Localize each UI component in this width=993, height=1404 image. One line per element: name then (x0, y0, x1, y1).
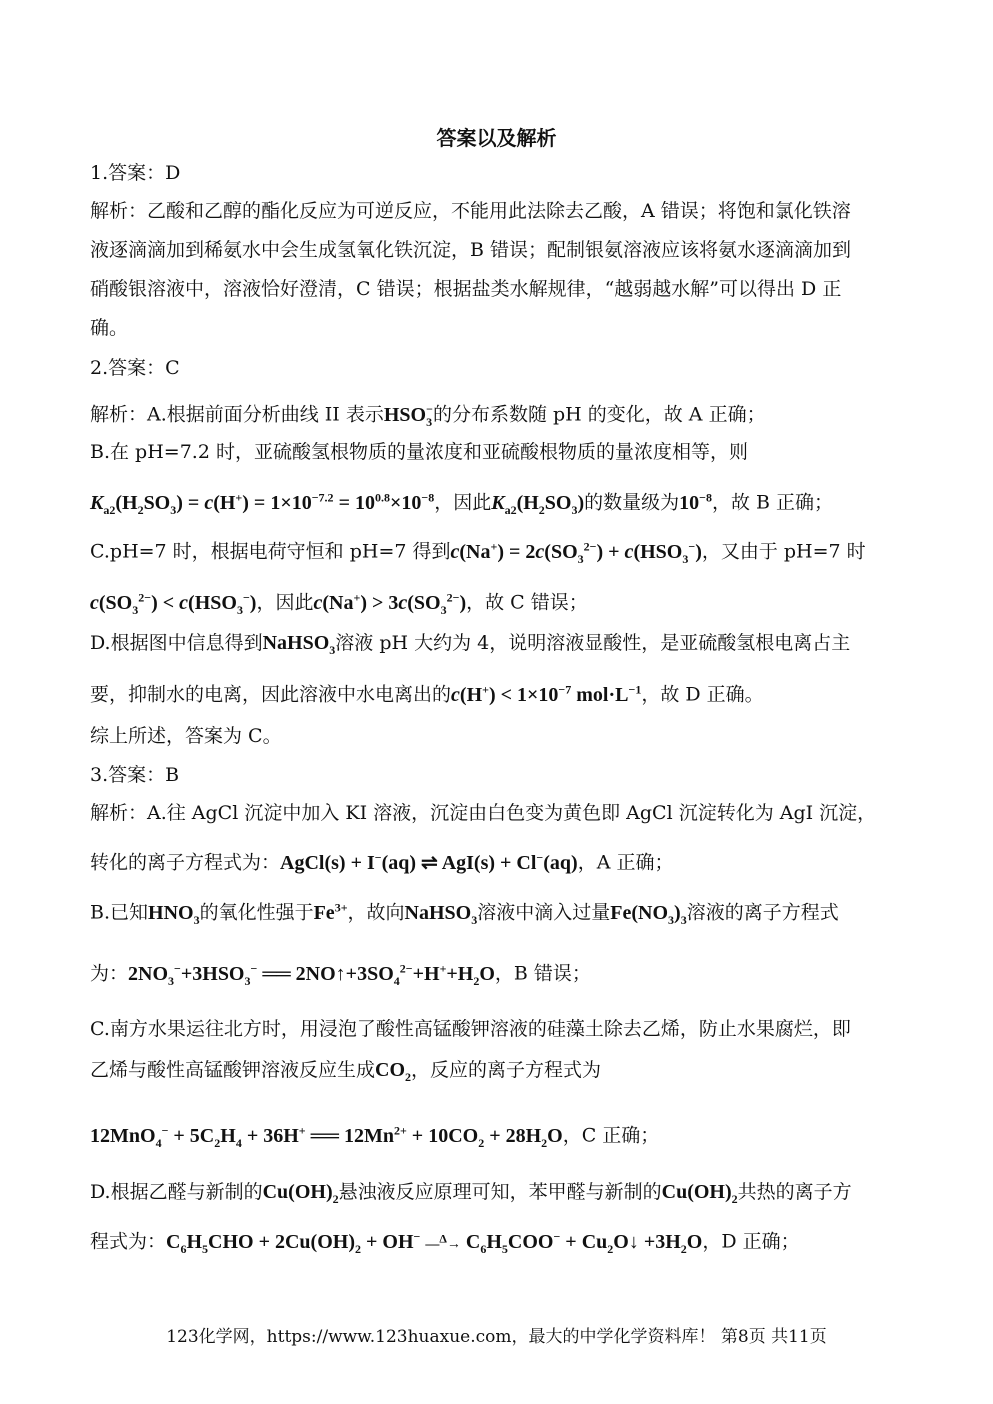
text-span: ，A 正确； (577, 851, 674, 874)
formula: NaHSO$_3$ (404, 901, 478, 927)
answer-3: 3.答案：B (90, 764, 180, 786)
formula: NaHSO$_3$ (262, 632, 336, 657)
formula: $12MnO_4^- + 5C_2H_4 + 36H^+$ ══ $12Mn^{2+} + 10CO_2 + 28H_2O$ (90, 1123, 563, 1150)
formula: $c(H^+) < 1\times 10^{-7}$ $mol\cdot L^{-1}$ (451, 682, 642, 706)
formula: $c(Na^+) > 3c(SO_3^{2-})$ (313, 590, 467, 617)
text-span: 溶液中滴入过量 (477, 901, 611, 924)
explanation-line: 液逐滴滴加到稀氨水中会生成氢氧化铁沉淀，B 错误；配制银氨溶液应该将氨水逐滴滴加到 (90, 239, 852, 261)
explanation-line (90, 484, 903, 523)
text-span: ，故 D 正确。 (641, 683, 764, 706)
text-span: 的氧化性强于 (199, 901, 314, 924)
text-span: 解析：A.根据前面分析曲线 II 表示 (90, 403, 384, 426)
text-span: 悬浊液反应原理可知，苯甲醛与新制的 (338, 1181, 662, 1203)
text-span: ，因此 (256, 591, 314, 614)
explanation-line (90, 533, 903, 572)
text-span: ，反应的离子方程式为 (411, 1059, 602, 1081)
explanation-line: 解析：A.往 AgCl 沉淀中加入 KI 溶液，沉淀由白色变为黄色即 AgCl 沉淀转化为 AgI 沉淀， (90, 802, 877, 824)
formula: $Cu(OH)_2$ (661, 1181, 738, 1206)
text-span: ，D 正确； (702, 1230, 800, 1253)
formula: $K_{a2}(H_2SO_3)$ (491, 491, 585, 517)
text-span: B.已知 (90, 901, 149, 924)
explanation-line: C.南方水果运往北方时，用浸泡了酸性高锰酸钾溶液的硅藻土除去乙烯，防止水果腐烂，即 (90, 1018, 851, 1040)
text-span: 程式为： (90, 1230, 167, 1253)
explanation-line (90, 584, 903, 623)
text-span: ，又由于 pH=7 时 (701, 540, 866, 563)
text-span: 溶液的离子方程式 (686, 901, 839, 924)
formula: $c(Na^+) = 2c(SO_3^{2-}) + c(HSO_3^-)$ (450, 539, 702, 566)
formula: $Fe(NO_3)_3$ (610, 901, 687, 927)
text-span: D.根据图中信息得到 (90, 632, 263, 654)
text-span: ，故向 (347, 901, 405, 924)
explanation-line (90, 844, 903, 876)
explanation-line (90, 676, 903, 708)
formula: $CO_2$ (375, 1059, 412, 1084)
explanation-line (90, 396, 903, 435)
formula: $10^{-8}$ (679, 490, 713, 514)
text-span: ，故 C 错误； (466, 591, 588, 614)
text-span: 的数量级为 (584, 491, 680, 514)
formula: $HSO_3^-$ (383, 402, 433, 429)
explanation-line (90, 1057, 903, 1090)
explanation-line: 确。 (90, 317, 129, 339)
explanation-line: 解析：乙酸和乙醇的酯化反应为可逆反应，不能用此法除去乙酸，A 错误；将饱和氯化铁溶 (90, 200, 851, 222)
formula: $Fe^{3+}$ (313, 900, 348, 924)
text-span: ，因此 (434, 491, 492, 514)
page-title: 答案以及解析 (436, 126, 557, 150)
text-span: ，C 正确； (562, 1124, 660, 1147)
explanation-line (90, 630, 903, 663)
formula: $2NO_3^-+3HSO_3^-$ ══ $2NO↑+3SO_4^{2-}+H^++H_2O$ (128, 961, 495, 988)
explanation-line (90, 955, 903, 994)
text-span: 转化的离子方程式为： (90, 851, 281, 874)
text-span: C.pH=7 时，根据电荷守恒和 pH=7 得到 (90, 540, 451, 563)
text-span: ，故 B 正确； (712, 491, 834, 514)
formula: AgCl(s) + I−(aq) ⇌ AgI(s) + Cl−(aq) (280, 850, 578, 874)
explanation-line: 硝酸银溶液中，溶液恰好澄清，C 错误；根据盐类水解规律，“越弱越水解”可以得出 D 正 (90, 278, 842, 300)
page-footer: 123化学网，https://www.123huaxue.com，最大的中学化学资料库！ 第8页 共11页 (166, 1327, 827, 1347)
answer-2: 2.答案：C (90, 357, 180, 379)
formula: $HNO_3$ (148, 901, 200, 927)
text-span: 要，抑制水的电离，因此溶液中水电离出的 (90, 683, 452, 706)
text-span: 为： (90, 962, 129, 985)
text-span: 的分布系数随 pH 的变化，故 A 正确； (432, 403, 766, 426)
formula: $Cu(OH)_2$ (262, 1181, 339, 1206)
formula: $K_{a2}(H_2SO_3) = c(H^+) = 1\times 10^{-7.2} = 10^{0.8}\times 10^{-8}$ (90, 490, 435, 517)
text-span: D.根据乙醛与新制的 (90, 1181, 263, 1203)
explanation-line (90, 1117, 903, 1156)
explanation-line: B.在 pH=7.2 时，亚硫酸氢根物质的量浓度和亚硫酸根物质的量浓度相等，则 (90, 441, 748, 463)
text-span: ，B 错误； (494, 962, 591, 985)
text-span: 共热的离子方 (737, 1181, 852, 1203)
text-span: 乙烯与酸性高锰酸钾溶液反应生成 (90, 1059, 376, 1081)
explanation-line (90, 1223, 903, 1262)
text-span: 溶液 pH 大约为 4，说明溶液显酸性，是亚硫酸氢根电离占主 (335, 632, 851, 654)
explanation-line: 综上所述，答案为 C。 (90, 725, 282, 747)
explanation-line (90, 1179, 903, 1212)
formula: $C_6H_5CHO + 2Cu(OH)_2 + OH^-$ —$^\Delta$→ $C_6H_5COO^-$ + $Cu_2O↓ +3H_2O$ (166, 1229, 703, 1256)
explanation-line (90, 894, 903, 933)
answer-1: 1.答案：D (90, 162, 181, 184)
formula: $c(SO_3^{2-}) < c(HSO_3^-)$ (90, 590, 257, 617)
